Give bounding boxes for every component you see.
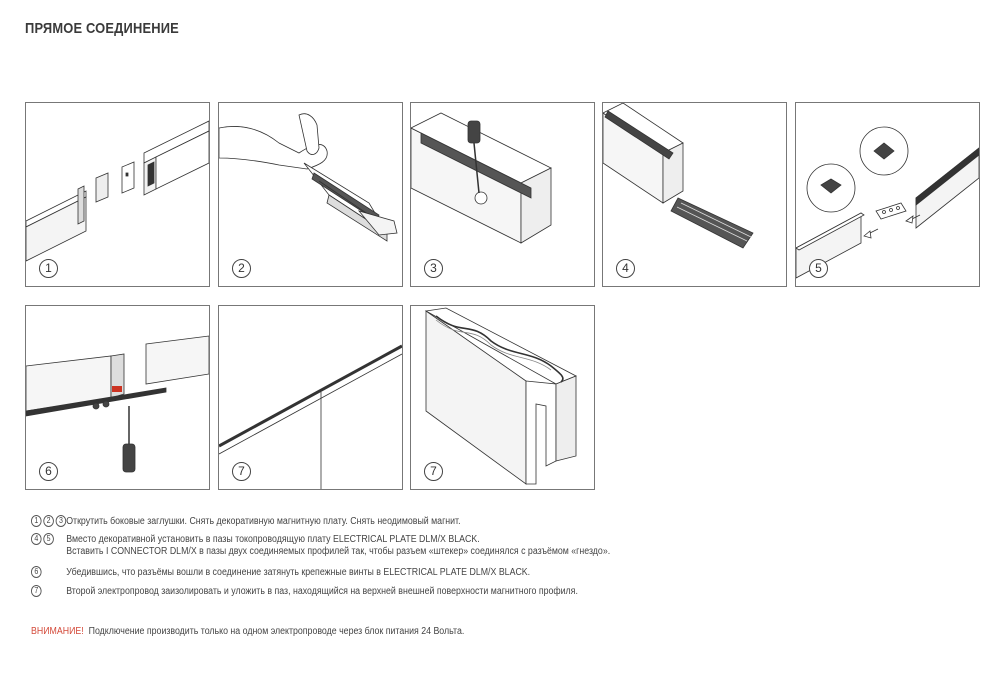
- step-ref: 2: [43, 515, 54, 527]
- instruction-text: Открутить боковые заглушки. Снять декоративную магнитную плату. Снять неодимовый магнит.: [66, 515, 461, 527]
- final-profile-panel: [410, 305, 595, 490]
- instruction-2-continued: [31, 546, 610, 557]
- instruction-2: [31, 533, 480, 545]
- page-title: ПРЯМОЕ СОЕДИНЕНИЕ: [25, 20, 179, 37]
- step-panel-3: [410, 102, 595, 287]
- joined-profile-illustration: [219, 306, 402, 489]
- step-number: 4: [616, 259, 635, 278]
- step-panel-2: [218, 102, 403, 287]
- instruction-text: Второй электропровод заизолировать и уложить в паз, находящийся на верхней внешней поверхности магнитного профиля.: [66, 585, 578, 597]
- step-panel-1: [25, 102, 210, 287]
- step-number: 3: [424, 259, 443, 278]
- profile-disassembly-illustration: [26, 103, 209, 286]
- instruction-3: [31, 566, 530, 578]
- step-panel-4: [602, 102, 787, 287]
- step-ref: 1: [31, 515, 42, 527]
- step-ref: 5: [43, 533, 54, 545]
- step-panel-7: [218, 305, 403, 490]
- step-number: 6: [39, 462, 58, 481]
- step-panel-6: [25, 305, 210, 490]
- step-number: 7: [232, 462, 251, 481]
- warning-note: [31, 626, 464, 637]
- step-ref: 3: [56, 515, 67, 527]
- hand-removing-plate-illustration: [219, 103, 402, 286]
- screwdriver-removing-magnet-illustration: [411, 103, 594, 286]
- step-ref: 7: [31, 585, 42, 597]
- tightening-screws-illustration: [26, 306, 209, 489]
- step-ref: 4: [31, 533, 42, 545]
- step-refs: [31, 585, 66, 597]
- step-ref: 6: [31, 566, 42, 578]
- step-number: 7: [424, 462, 443, 481]
- inserting-electrical-plate-illustration: [603, 103, 786, 286]
- insulated-wire-in-profile-illustration: [411, 306, 594, 489]
- instruction-text: Убедившись, что разъёмы вошли в соединение затянуть крепежные винты в ELECTRICAL PLATE DLM/X BLACK.: [66, 566, 531, 578]
- step-number: 1: [39, 259, 58, 278]
- step-number: 2: [232, 259, 251, 278]
- instruction-text: Вместо декоративной установить в пазы токопроводящую плату ELECTRICAL PLATE DLM/X BLACK.: [66, 533, 480, 545]
- warning-label: ВНИМАНИЕ!: [31, 626, 84, 637]
- step-panel-5: [795, 102, 980, 287]
- step-number: 5: [809, 259, 828, 278]
- instruction-text: Вставить I CONNECTOR DLM/X в пазы двух соединяемых профилей так, чтобы разъем «штекер» соединялся с разъёмом «гнездо».: [66, 546, 611, 557]
- warning-text: Подключение производить только на одном электропроводе через блок питания 24 Вольта.: [88, 626, 465, 637]
- instruction-1: [31, 515, 461, 527]
- step-refs: [31, 566, 66, 578]
- connector-joining-profiles-illustration: [796, 103, 979, 286]
- instruction-4: [31, 585, 578, 597]
- step-refs: [31, 533, 66, 545]
- step-refs: [31, 515, 66, 527]
